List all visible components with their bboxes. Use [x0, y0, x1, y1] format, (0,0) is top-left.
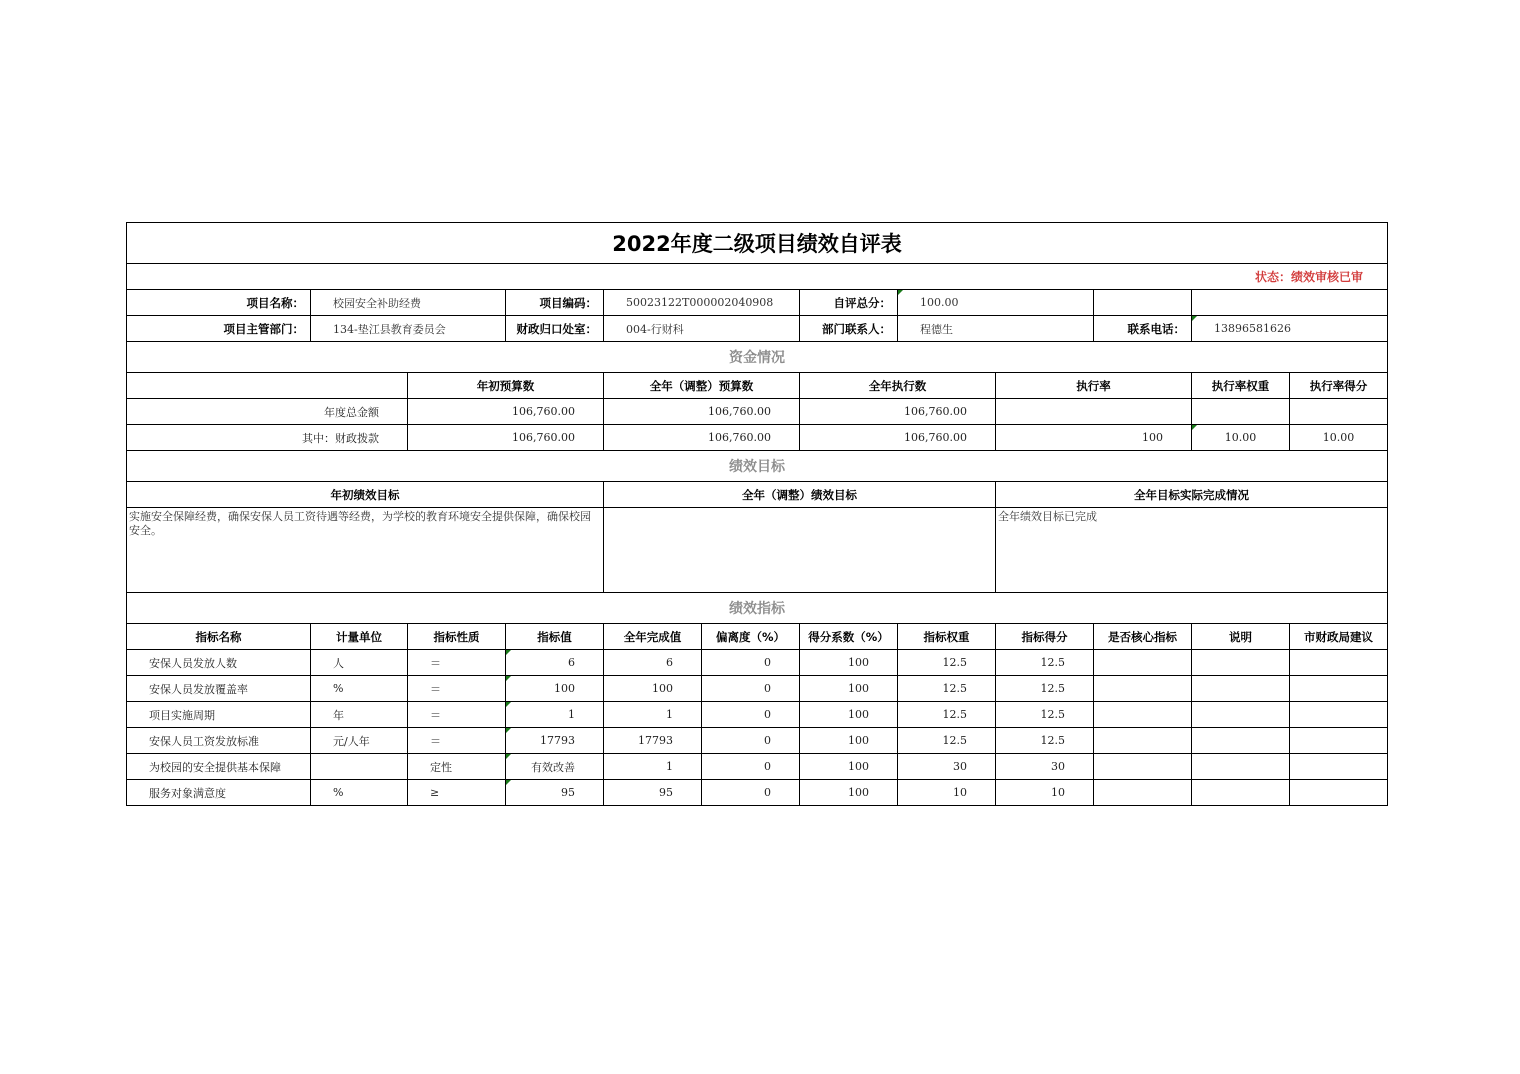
funds-header: 执行率得分 [1290, 373, 1388, 399]
indicator-nature: ≥ [408, 780, 506, 806]
indicator-header: 指标性质 [408, 624, 506, 650]
indicator-coef: 100 [800, 728, 898, 754]
indicator-nature: 定性 [408, 754, 506, 780]
funds-rate: 100 [996, 425, 1192, 451]
indicator-name: 服务对象满意度 [127, 780, 311, 806]
indicator-suggestion [1290, 676, 1388, 702]
indicator-weight: 12.5 [898, 650, 996, 676]
indicator-weight: 12.5 [898, 702, 996, 728]
funds-initial: 106,760.00 [408, 399, 604, 425]
project-code-value: 50023122T000002040908 [604, 290, 800, 316]
finance-office-label: 财政归口处室： [506, 316, 604, 342]
funds-adjusted: 106,760.00 [604, 425, 800, 451]
finance-office-value: 004-行财科 [604, 316, 800, 342]
indicator-coef: 100 [800, 702, 898, 728]
indicator-header: 说明 [1192, 624, 1290, 650]
indicator-note [1192, 728, 1290, 754]
indicator-actual: 17793 [604, 728, 702, 754]
indicator-suggestion [1290, 702, 1388, 728]
indicator-note [1192, 780, 1290, 806]
indicator-score: 12.5 [996, 702, 1094, 728]
indicator-score: 12.5 [996, 676, 1094, 702]
empty-cell [127, 373, 408, 399]
indicator-actual: 95 [604, 780, 702, 806]
funds-score: 10.00 [1290, 425, 1388, 451]
indicator-suggestion [1290, 650, 1388, 676]
indicator-header: 指标权重 [898, 624, 996, 650]
funds-weight: 10.00 [1192, 425, 1290, 451]
indicator-name: 安保人员工资发放标准 [127, 728, 311, 754]
indicator-name: 为校园的安全提供基本保障 [127, 754, 311, 780]
indicator-weight: 12.5 [898, 728, 996, 754]
empty-cell [1192, 290, 1388, 316]
indicator-nature: ＝ [408, 702, 506, 728]
contact-label: 部门联系人： [800, 316, 898, 342]
indicator-nature: ＝ [408, 728, 506, 754]
funds-row [127, 425, 1388, 451]
self-score-value: 100.00 [898, 290, 1094, 316]
indicator-score: 10 [996, 780, 1094, 806]
status-badge: 状态：绩效审核已审 [127, 264, 1388, 290]
indicator-target: 6 [506, 650, 604, 676]
indicator-header: 市财政局建议 [1290, 624, 1388, 650]
indicator-nature: ＝ [408, 650, 506, 676]
funds-adjusted: 106,760.00 [604, 399, 800, 425]
indicator-row [127, 676, 1388, 702]
contact-value: 程德生 [898, 316, 1094, 342]
initial-goal-text: 实施安全保障经费，确保安保人员工资待遇等经费，为学校的教育环境安全提供保障，确保校园安全。 [127, 508, 604, 593]
indicator-header: 指标名称 [127, 624, 311, 650]
indicator-core [1094, 754, 1192, 780]
indicator-suggestion [1290, 728, 1388, 754]
indicator-name: 安保人员发放覆盖率 [127, 676, 311, 702]
funds-row-label: 其中：财政拨款 [127, 425, 408, 451]
indicator-target: 100 [506, 676, 604, 702]
indicator-suggestion [1290, 754, 1388, 780]
indicator-coef: 100 [800, 650, 898, 676]
indicator-header: 得分系数（%） [800, 624, 898, 650]
indicator-note [1192, 676, 1290, 702]
indicator-name: 安保人员发放人数 [127, 650, 311, 676]
indicator-core [1094, 702, 1192, 728]
indicator-name: 项目实施周期 [127, 702, 311, 728]
indicator-deviation: 0 [702, 754, 800, 780]
indicator-actual: 6 [604, 650, 702, 676]
indicator-score: 12.5 [996, 728, 1094, 754]
adjusted-goal-text [604, 508, 996, 593]
indicator-note [1192, 702, 1290, 728]
goals-header: 全年目标实际完成情况 [996, 482, 1388, 508]
indicator-deviation: 0 [702, 728, 800, 754]
phone-label: 联系电话： [1094, 316, 1192, 342]
indicator-core [1094, 676, 1192, 702]
funds-executed: 106,760.00 [800, 425, 996, 451]
indicator-header: 指标得分 [996, 624, 1094, 650]
indicator-actual: 1 [604, 754, 702, 780]
indicator-target: 17793 [506, 728, 604, 754]
project-name-value: 校园安全补助经费 [311, 290, 506, 316]
indicator-row [127, 650, 1388, 676]
self-score-label: 自评总分： [800, 290, 898, 316]
indicator-score: 30 [996, 754, 1094, 780]
evaluation-sheet [126, 222, 1387, 806]
indicator-coef: 100 [800, 754, 898, 780]
indicator-unit: % [311, 780, 408, 806]
indicator-unit: % [311, 676, 408, 702]
indicator-score: 12.5 [996, 650, 1094, 676]
indicator-coef: 100 [800, 676, 898, 702]
indicator-table-body [127, 650, 1388, 806]
indicator-header: 指标值 [506, 624, 604, 650]
page-title: 2022年度二级项目绩效自评表 [127, 223, 1388, 264]
funds-header: 执行率 [996, 373, 1192, 399]
indicators-section-title: 绩效指标 [127, 593, 1388, 624]
indicator-coef: 100 [800, 780, 898, 806]
funds-score [1290, 399, 1388, 425]
actual-goal-text: 全年绩效目标已完成 [996, 508, 1388, 593]
indicator-deviation: 0 [702, 780, 800, 806]
indicator-suggestion [1290, 780, 1388, 806]
funds-header: 执行率权重 [1192, 373, 1290, 399]
indicator-weight: 30 [898, 754, 996, 780]
indicator-row [127, 728, 1388, 754]
indicator-unit: 人 [311, 650, 408, 676]
indicator-target: 95 [506, 780, 604, 806]
goals-section-title: 绩效目标 [127, 451, 1388, 482]
indicator-actual: 1 [604, 702, 702, 728]
goals-header: 年初绩效目标 [127, 482, 604, 508]
dept-value: 134-垫江县教育委员会 [311, 316, 506, 342]
indicator-note [1192, 650, 1290, 676]
funds-header: 年初预算数 [408, 373, 604, 399]
indicator-row [127, 754, 1388, 780]
evaluation-table [126, 222, 1388, 806]
indicator-header: 计量单位 [311, 624, 408, 650]
indicator-row [127, 780, 1388, 806]
indicator-deviation: 0 [702, 676, 800, 702]
indicator-target: 1 [506, 702, 604, 728]
indicator-deviation: 0 [702, 650, 800, 676]
indicator-core [1094, 728, 1192, 754]
indicator-core [1094, 650, 1192, 676]
funds-executed: 106,760.00 [800, 399, 996, 425]
funds-weight [1192, 399, 1290, 425]
goals-header: 全年（调整）绩效目标 [604, 482, 996, 508]
indicator-weight: 10 [898, 780, 996, 806]
indicator-target: 有效改善 [506, 754, 604, 780]
indicator-core [1094, 780, 1192, 806]
indicator-unit: 元/人年 [311, 728, 408, 754]
indicator-unit [311, 754, 408, 780]
phone-value: 13896581626 [1192, 316, 1388, 342]
funds-initial: 106,760.00 [408, 425, 604, 451]
project-code-label: 项目编码： [506, 290, 604, 316]
indicator-header: 是否核心指标 [1094, 624, 1192, 650]
project-name-label: 项目名称： [127, 290, 311, 316]
dept-label: 项目主管部门： [127, 316, 311, 342]
funds-row [127, 399, 1388, 425]
indicator-note [1192, 754, 1290, 780]
indicator-actual: 100 [604, 676, 702, 702]
indicator-nature: ＝ [408, 676, 506, 702]
indicator-header: 偏离度（%） [702, 624, 800, 650]
funds-header: 全年（调整）预算数 [604, 373, 800, 399]
funds-section-title: 资金情况 [127, 342, 1388, 373]
indicator-header: 全年完成值 [604, 624, 702, 650]
empty-cell [1094, 290, 1192, 316]
indicator-unit: 年 [311, 702, 408, 728]
funds-row-label: 年度总金额 [127, 399, 408, 425]
funds-header: 全年执行数 [800, 373, 996, 399]
indicator-row [127, 702, 1388, 728]
indicator-deviation: 0 [702, 702, 800, 728]
funds-rate [996, 399, 1192, 425]
indicator-weight: 12.5 [898, 676, 996, 702]
